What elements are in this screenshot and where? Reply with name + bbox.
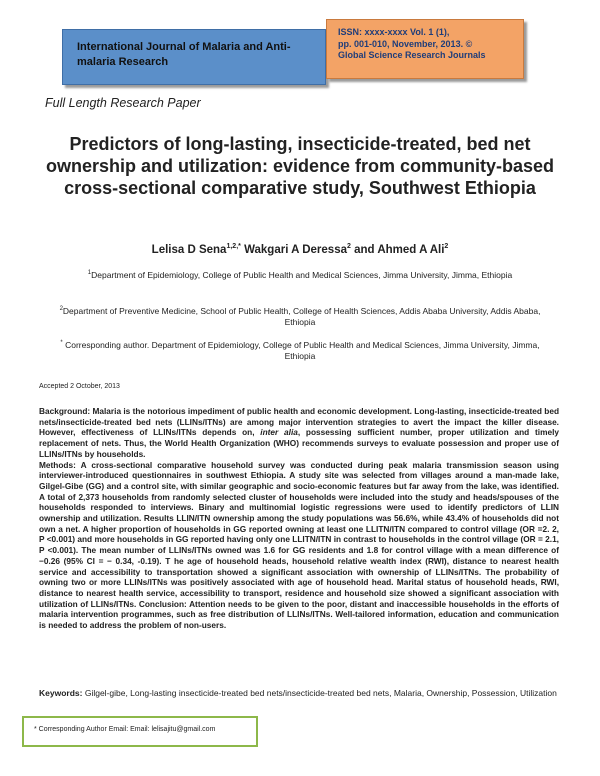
- author-affiliation-mark: 2: [347, 243, 351, 250]
- affiliation-mark: *: [60, 340, 63, 346]
- affiliation: [55, 304, 545, 328]
- affiliation-text: Department of Epidemiology, College of Public Health and Medical Sciences, Jimma University, Jimma, Ethiopia: [91, 269, 513, 280]
- issn-banner: [326, 19, 524, 79]
- volume-line: pp. 001-010, November, 2013. ©: [338, 38, 473, 49]
- abstract-background: Background: Malaria is the notorious impediment of public health and economic development. Long-lasting, insecticide-treated bed nets/insecticide-treated bed nets (LLINs/ITNs) are among major intervention strategies to avert the impact the killer disease. However, effectiveness of LLINs/ITNs depends on,: [39, 406, 560, 438]
- affiliation-text: Corresponding author. Department of Epidemiology, College of Public Health and Medical Sciences, Jimma University, Jimma, Ethiopia: [65, 339, 540, 361]
- abstract-background-end: , possessing sufficient number, proper utilization and timely replacement of nets. Thus, the World Health Organization (WHO) recommends surveys to evaluate possession and proper use of LLINs/ITNs by households.: [39, 427, 559, 459]
- keywords: [39, 688, 559, 699]
- accepted-date: Accepted 2 October, 2013: [39, 383, 120, 390]
- journal-name: International Journal of Malaria and Anti-malaria Research: [77, 41, 291, 68]
- issn-info: [338, 27, 522, 62]
- author-name: Ahmed A Ali: [377, 243, 445, 256]
- abstract-italic: inter alia: [260, 427, 298, 438]
- paper-title: Predictors of long-lasting, insecticide-treated, bed net ownership and utilization: evidence from community-based cross-sectional comparative study, Southwest Ethiopia: [45, 134, 555, 198]
- affiliation: [55, 338, 545, 362]
- correspondence-box: [22, 716, 258, 747]
- paper-type: Full Length Research Paper: [45, 96, 201, 110]
- publisher-line: Global Science Research Journals: [338, 50, 486, 60]
- affiliation-text: Department of Preventive Medicine, School of Public Health, College of Health Sciences, Addis Ababa University, Addis Ababa, Ethiopia: [62, 305, 541, 327]
- author-name: Lelisa D Sena: [151, 243, 227, 256]
- affiliation: [55, 268, 545, 281]
- author-affiliation-mark: 1,2,*: [226, 243, 241, 250]
- author-list: Lelisa D Sena$^{1,2,*}$ Wakgari A Deressa$^2$ and Ahmed A Ali$^2$: [151, 243, 449, 256]
- affiliation-mark: 1: [87, 270, 92, 276]
- abstract: [39, 406, 559, 631]
- author-name: Wakgari A Deressa: [244, 243, 347, 256]
- abstract-methods: Methods: A cross-sectional comparative household survey was conducted during peak malaria transmission season using interviewer-introduced questionnaires in southwest Ethiopia. A study site was selected from villages around a man-made lake, Gilgel-Gibe (GG) and a control site, with similar geographic and socio-economic features but far away from the lake, was identified. A total of 2,373 households from randomly selected cluster of households were included into the study and heads/spouses of the households responded to interviews. Binary and multinomial logistic regressions were used to identify predictors of LLIN ownership and utilization. Results LLIN/ITN ownership among the study populations was 56.6%, while 43.4% of households did not own a net. A higher proportion of households in GG reported owning at least one LLITN/ITN compared to control village (OR =2. 2, P <0.001) and more households in GG reported having only one LLITN/ITN in contrast to households in the control village (OR = 2.1, P <0.001). The mean number of LLINs/ITNs owned was 1.6 for GG residents and 1.8 for control village with a mean difference of −0.26 (95% CI = − 0.34, -0.19). T he age of household heads, household relative wealth index (RWI), distance to nearest health service and accessibility to transportation showed a significant association with ownership of LLINs/ITNs. The probability of owning two or more LLINs/ITNs was positively associated with age of household head. Marital status of household heads, RWI, distance to nearest health service, accessibility to transport, residence and household size showed a significant association with utilization of LLINs/ITNs. Conclusion: Attention needs to be given to the poor, distant and inaccessible households in the efforts of malaria intervention programmes, such as free distribution of LLINs/ITNs. Well-tailored information, education and communication is needed to address the problem of non-users.: [39, 459, 559, 631]
- keywords-text: Gilgel-gibe, Long-lasting insecticide-treated bed nets/insecticide-treated bed nets, Malaria, Ownership, Possession, Utilization: [82, 688, 557, 698]
- correspondence-email: * Corresponding Author Email: Email: lelisajitu@gmail.com: [34, 726, 216, 733]
- issn-line: ISSN: xxxx-xxxx Vol. 1 (1),: [338, 27, 450, 37]
- affiliation-mark: 2: [59, 306, 63, 312]
- keywords-label: Keywords:: [39, 688, 83, 698]
- journal-banner: [62, 29, 326, 85]
- author-affiliation-mark: 2: [444, 243, 449, 250]
